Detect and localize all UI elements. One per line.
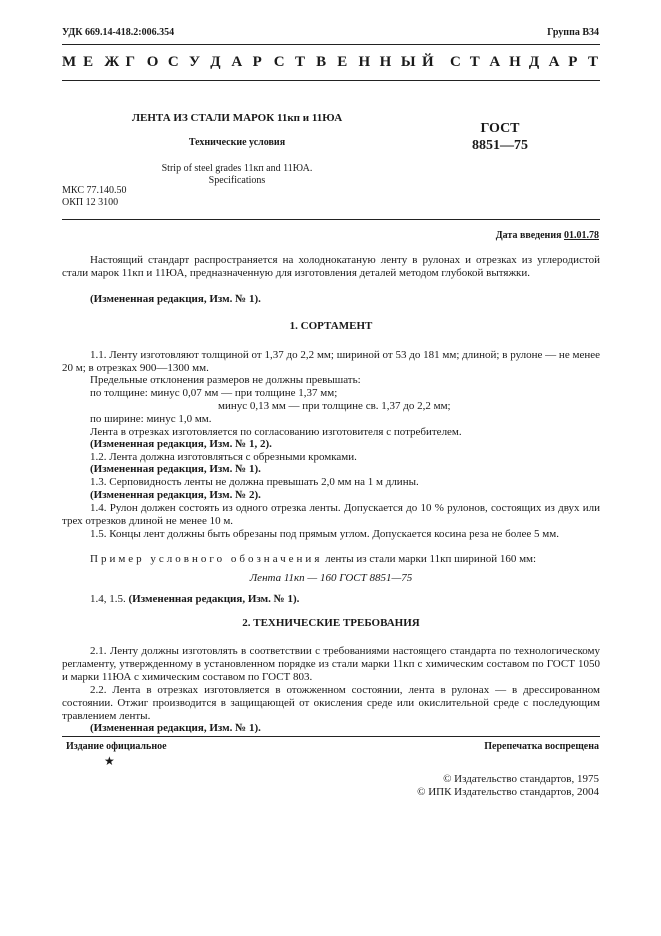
banner-letter: М <box>62 54 78 70</box>
banner-letter: С <box>273 54 286 70</box>
okp-code: ОКП 12 3100 <box>62 197 119 208</box>
banner-letter: В <box>316 54 328 70</box>
banner-letter: Г <box>125 54 137 70</box>
banner-rule <box>62 80 600 81</box>
thickness-line1: по толщине: минус 0,07 мм — при толщине 1,37 мм; <box>90 387 338 399</box>
banner-letter: Р <box>252 54 263 70</box>
banner-letter: Т <box>294 54 306 70</box>
section2-title: 2. ТЕХНИЧЕСКИЕ ТРЕБОВАНИЯ <box>242 617 420 629</box>
banner-letter: Н <box>509 54 522 70</box>
banner-letter: Е <box>83 54 95 70</box>
title-rule <box>62 219 600 220</box>
footer-rule <box>62 736 600 737</box>
intro-date-value: 01.01.78 <box>564 230 599 241</box>
example-text: ленты из стали марки 11кп шириной 160 мм: <box>322 553 537 565</box>
intro-paragraph: Настоящий стандарт распространяется на холоднокатаную ленту в рулонах и отрезках из углеродистой стали марок 11кп и 11ЮА, предназначенную для изготовления деталей методом глубокой вытяжки. <box>62 254 600 279</box>
top-rule <box>62 44 600 45</box>
edit-note-4-text: (Измененная редакция, Изм. № 1). <box>128 593 300 605</box>
document-title: ЛЕНТА ИЗ СТАЛИ МАРОК 11кп и 11ЮА <box>131 112 343 124</box>
section1-title: 1. СОРТАМЕНТ <box>289 320 373 332</box>
edit-note-1: (Измененная редакция, Изм. № 1, 2). <box>90 438 272 450</box>
banner-letter: Н <box>358 54 372 70</box>
example-label: Пример условного обозначения <box>90 553 323 565</box>
banner-letter: О <box>146 54 160 70</box>
group-code: Группа В34 <box>547 27 599 38</box>
para-2-2: 2.2. Лента в отрезках изготовляется в отожженном состоянии, лента в рулонах — в дрессированном состоянии. Отжиг производится в защищающей от окисления среде или окислительной среде с последующим травлением ленты. <box>62 684 600 722</box>
para-1-3: 1.3. Серповидность ленты не должна превышать 2,0 мм на 1 м длины. <box>90 476 419 488</box>
section2-edit-note: (Измененная редакция, Изм. № 1). <box>90 722 261 734</box>
gost-number: 8851—75 <box>472 138 528 153</box>
banner-letter: У <box>189 54 202 70</box>
copyright-2004: © ИПК Издательство стандартов, 2004 <box>417 786 599 798</box>
edit-note-4 <box>90 593 299 606</box>
banner-letter: Ж <box>104 54 121 70</box>
banner-letter: Д <box>210 54 222 70</box>
para-1-5: 1.5. Концы лент должны быть обрезаны под прямым углом. Допускается косина реза не более 5 мм. <box>90 528 559 540</box>
banner-letter: Т <box>469 54 481 70</box>
banner-letter: Н <box>379 54 393 70</box>
banner-letter: А <box>231 54 244 70</box>
banner-letter: С <box>167 54 180 70</box>
english-title-line1: Strip of steel grades 11кп and 11ЮА. <box>161 163 313 174</box>
intro-date-label: Дата введения <box>495 230 562 241</box>
banner-letter: Т <box>588 54 600 70</box>
agreement-line: Лента в отрезках изготовляется по согласованию изготовителя с потребителем. <box>90 426 462 438</box>
english-title-line2: Specifications <box>208 175 266 186</box>
banner-letter: Р <box>568 54 579 70</box>
width-line: по ширине: минус 1,0 мм. <box>90 413 212 425</box>
standard-banner <box>62 54 600 72</box>
banner-letter: Д <box>528 54 541 70</box>
para-1-4: 1.4. Рулон должен состоять из одного отрезка ленты. Допускается до 10 % рулонов, состоящих из двух или трех отрезков длиной не менее 10 м. <box>62 502 600 527</box>
official-edition: Издание официальное <box>66 741 167 752</box>
banner-letter: С <box>450 54 462 70</box>
edit-note-3: (Измененная редакция, Изм. № 2). <box>90 489 261 501</box>
copyright-1975: © Издательство стандартов, 1975 <box>443 773 599 785</box>
banner-letter: А <box>489 54 502 70</box>
banner-letter: А <box>548 54 561 70</box>
udk-code: УДК 669.14-418.2:006.354 <box>62 27 175 38</box>
thickness-line2: минус 0,13 мм — при толщине св. 1,37 до 2,2 мм; <box>218 400 451 412</box>
mks-code: МКС 77.140.50 <box>62 185 127 196</box>
edit-note-2: (Измененная редакция, Изм. № 1). <box>90 463 261 475</box>
intro-edit-note: (Измененная редакция, Изм. № 1). <box>90 293 261 305</box>
reprint-prohibited: Перепечатка воспрещена <box>484 741 599 752</box>
intro-date <box>496 230 599 242</box>
example-line <box>90 553 600 566</box>
star-icon: ★ <box>104 754 115 768</box>
designation-example: Лента 11кп — 160 ГОСТ 8851—75 <box>249 572 413 584</box>
banner-letter: Е <box>337 54 349 70</box>
limits-line: Предельные отклонения размеров не должны превышать: <box>90 374 361 386</box>
banner-letter: Ы <box>400 54 417 70</box>
document-subtitle: Технические условия <box>188 137 286 148</box>
para-1-1: 1.1. Ленту изготовляют толщиной от 1,37 до 2,2 мм; шириной от 53 до 181 мм; длиной; в рулоне — не менее 20 м; в отрезках 900—1300 мм. <box>62 349 600 374</box>
para-2-1: 2.1. Ленту должны изготовлять в соответствии с требованиями настоящего стандарта по технологическому регламенту, утвержденному в установленном порядке из стали марки 11кп с химическим составом по ГОСТ 1050 и марки 11ЮА с химическим составом по ГОСТ 803. <box>62 645 600 683</box>
para-1-2: 1.2. Лента должна изготовляться с обрезными кромками. <box>90 451 357 463</box>
banner-letter: Й <box>422 54 435 70</box>
edit-note-4-clauses: 1.4, 1.5. <box>90 593 126 605</box>
gost-label: ГОСТ <box>480 121 520 136</box>
